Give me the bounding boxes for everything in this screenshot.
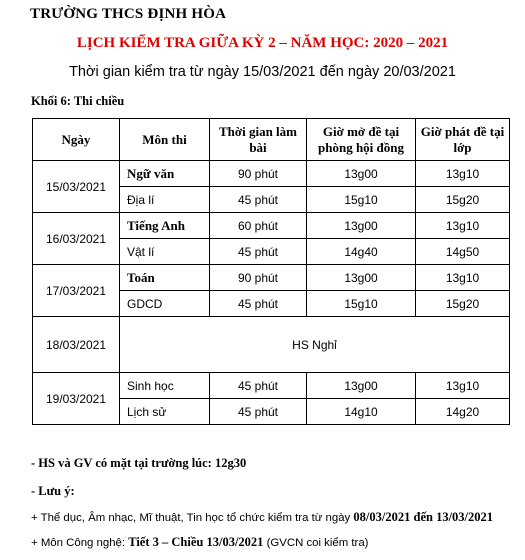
note-text: + Thể dục, Âm nhạc, Mĩ thuật, Tin học tổ chức kiểm tra từ ngày: [31, 512, 354, 524]
duration-cell: 45 phút: [210, 291, 307, 317]
header-open-time: Giờ mở đề tại phòng hội đồng: [307, 119, 416, 161]
subject-cell: Ngữ văn: [120, 161, 210, 187]
day-off-note: HS Nghỉ: [120, 317, 510, 373]
hand-out-time-cell: 13g10: [416, 373, 510, 399]
school-name: TRƯỜNG THCS ĐỊNH HÒA: [30, 6, 227, 22]
date-cell: 15/03/2021: [33, 161, 120, 213]
subject-cell: Toán: [120, 265, 210, 291]
subject-cell: Tiếng Anh: [120, 213, 210, 239]
header-duration: Thời gian làm bài: [210, 119, 307, 161]
hand-out-time-cell: 13g10: [416, 265, 510, 291]
exam-schedule-table: [32, 118, 510, 425]
table-row: [33, 265, 510, 291]
table-row: [33, 317, 510, 373]
duration-cell: 60 phút: [210, 213, 307, 239]
header-date: Ngày: [33, 119, 120, 161]
header-hand-out-time: Giờ phát đề tại lớp: [416, 119, 510, 161]
open-time-cell: 13g00: [307, 213, 416, 239]
grade-section-label: Khối 6: Thi chiều: [31, 94, 125, 108]
hand-out-time-cell: 14g50: [416, 239, 510, 265]
note-period: Tiết 3 – Chiều 13/03/2021: [128, 535, 264, 549]
arrival-time-note: - HS và GV có mặt tại trường lúc: 12g30: [31, 456, 247, 470]
duration-cell: 90 phút: [210, 265, 307, 291]
hand-out-time-cell: 15g20: [416, 291, 510, 317]
note-text: + Môn Công nghệ:: [31, 537, 129, 549]
hand-out-time-cell: 13g10: [416, 213, 510, 239]
document-title: LỊCH KIỂM TRA GIỮA KỲ 2 – NĂM HỌC: 2020 – 2021: [76, 35, 449, 51]
practical-subjects-note: [31, 510, 493, 525]
open-time-cell: 14g40: [307, 239, 416, 265]
duration-cell: 45 phút: [210, 373, 307, 399]
table-row: [33, 213, 510, 239]
date-cell: 16/03/2021: [33, 213, 120, 265]
technology-subject-note: [31, 535, 368, 550]
open-time-cell: 14g10: [307, 399, 416, 425]
open-time-cell: 13g00: [307, 373, 416, 399]
exam-period: Thời gian kiểm tra từ ngày 15/03/2021 đến ngày 20/03/2021: [69, 64, 456, 80]
duration-cell: 45 phút: [210, 399, 307, 425]
hand-out-time-cell: 15g20: [416, 187, 510, 213]
note-text-suffix: (GVCN coi kiểm tra): [263, 537, 369, 549]
duration-cell: 45 phút: [210, 239, 307, 265]
date-cell: 18/03/2021: [33, 317, 120, 373]
open-time-cell: 15g10: [307, 291, 416, 317]
subject-cell: Sinh học: [120, 373, 210, 399]
open-time-cell: 13g00: [307, 161, 416, 187]
hand-out-time-cell: 14g20: [416, 399, 510, 425]
open-time-cell: 15g10: [307, 187, 416, 213]
subject-cell: Lịch sử: [120, 399, 210, 425]
table-row: [33, 373, 510, 399]
subject-cell: Địa lí: [120, 187, 210, 213]
date-cell: 17/03/2021: [33, 265, 120, 317]
table-row: [33, 161, 510, 187]
hand-out-time-cell: 13g10: [416, 161, 510, 187]
table-header-row: [33, 119, 510, 161]
header-subject: Môn thi: [120, 119, 210, 161]
subject-cell: GDCD: [120, 291, 210, 317]
subject-cell: Vật lí: [120, 239, 210, 265]
duration-cell: 45 phút: [210, 187, 307, 213]
open-time-cell: 13g00: [307, 265, 416, 291]
date-cell: 19/03/2021: [33, 373, 120, 425]
attention-heading: - Lưu ý:: [31, 484, 75, 498]
note-date-range: 08/03/2021 đến 13/03/2021: [353, 510, 494, 524]
duration-cell: 90 phút: [210, 161, 307, 187]
